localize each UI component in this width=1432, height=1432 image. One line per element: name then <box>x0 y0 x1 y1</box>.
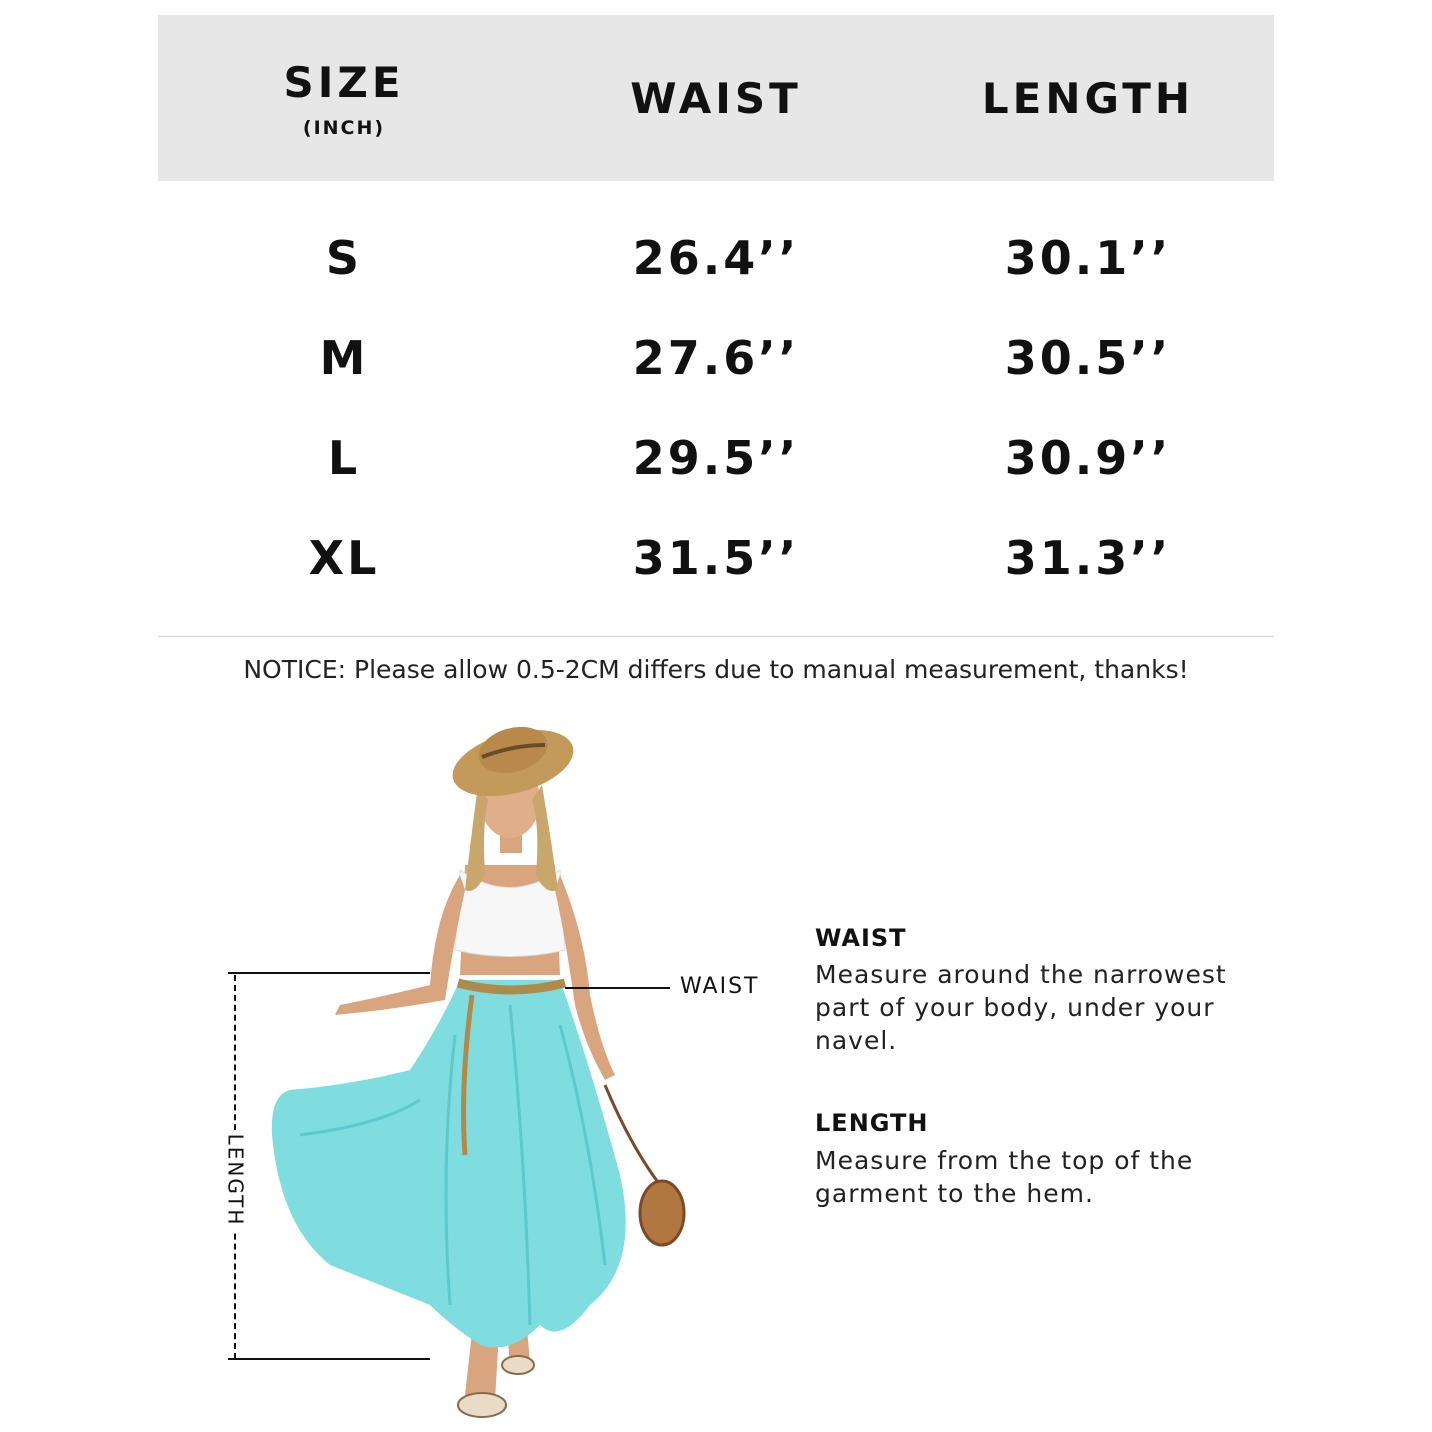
table-row <box>158 308 1274 408</box>
size-cell: L <box>327 431 361 485</box>
table-row <box>158 408 1274 508</box>
waist-pointer-line <box>565 987 670 989</box>
hem-marker <box>228 1358 430 1360</box>
length-figure-label <box>212 1130 258 1230</box>
size-cell: M <box>319 331 369 385</box>
size-cell: S <box>325 231 363 285</box>
waist-cell: 27.6’’ <box>632 331 800 385</box>
length-figure-text: LENGTH <box>223 1133 247 1227</box>
length-definition-title: LENGTH <box>815 1109 929 1137</box>
table-row <box>158 208 1274 308</box>
notice-text: NOTICE: Please allow 0.5-2CM differs due to manual measurement, thanks! <box>243 655 1189 684</box>
model-photo <box>260 705 700 1430</box>
header-length-label: LENGTH <box>981 73 1195 123</box>
waist-figure-label: WAIST <box>680 974 760 999</box>
header-size-label: SIZE <box>283 57 405 107</box>
length-cell: 30.9’’ <box>1004 431 1172 485</box>
waist-definition-text: Measure around the narrowest part of your body, under your navel. <box>815 960 1227 1055</box>
header-size <box>158 15 530 181</box>
header-size-unit: (INCH) <box>302 116 386 139</box>
header-waist-label: WAIST <box>630 73 802 123</box>
waist-top-marker <box>228 972 430 974</box>
length-cell: 30.5’’ <box>1004 331 1172 385</box>
waist-cell: 26.4’’ <box>632 231 800 285</box>
waist-definition-title: WAIST <box>815 924 907 952</box>
waist-cell: 31.5’’ <box>632 531 800 585</box>
table-divider <box>158 636 1274 637</box>
length-cell: 31.3’’ <box>1004 531 1172 585</box>
header-length <box>902 15 1274 181</box>
table-row <box>158 508 1274 608</box>
size-table-header <box>158 15 1274 181</box>
length-definition-text: Measure from the top of the garment to the hem. <box>815 1146 1194 1208</box>
waist-cell: 29.5’’ <box>632 431 800 485</box>
header-waist <box>530 15 902 181</box>
length-cell: 30.1’’ <box>1004 231 1172 285</box>
size-cell: XL <box>308 531 380 585</box>
